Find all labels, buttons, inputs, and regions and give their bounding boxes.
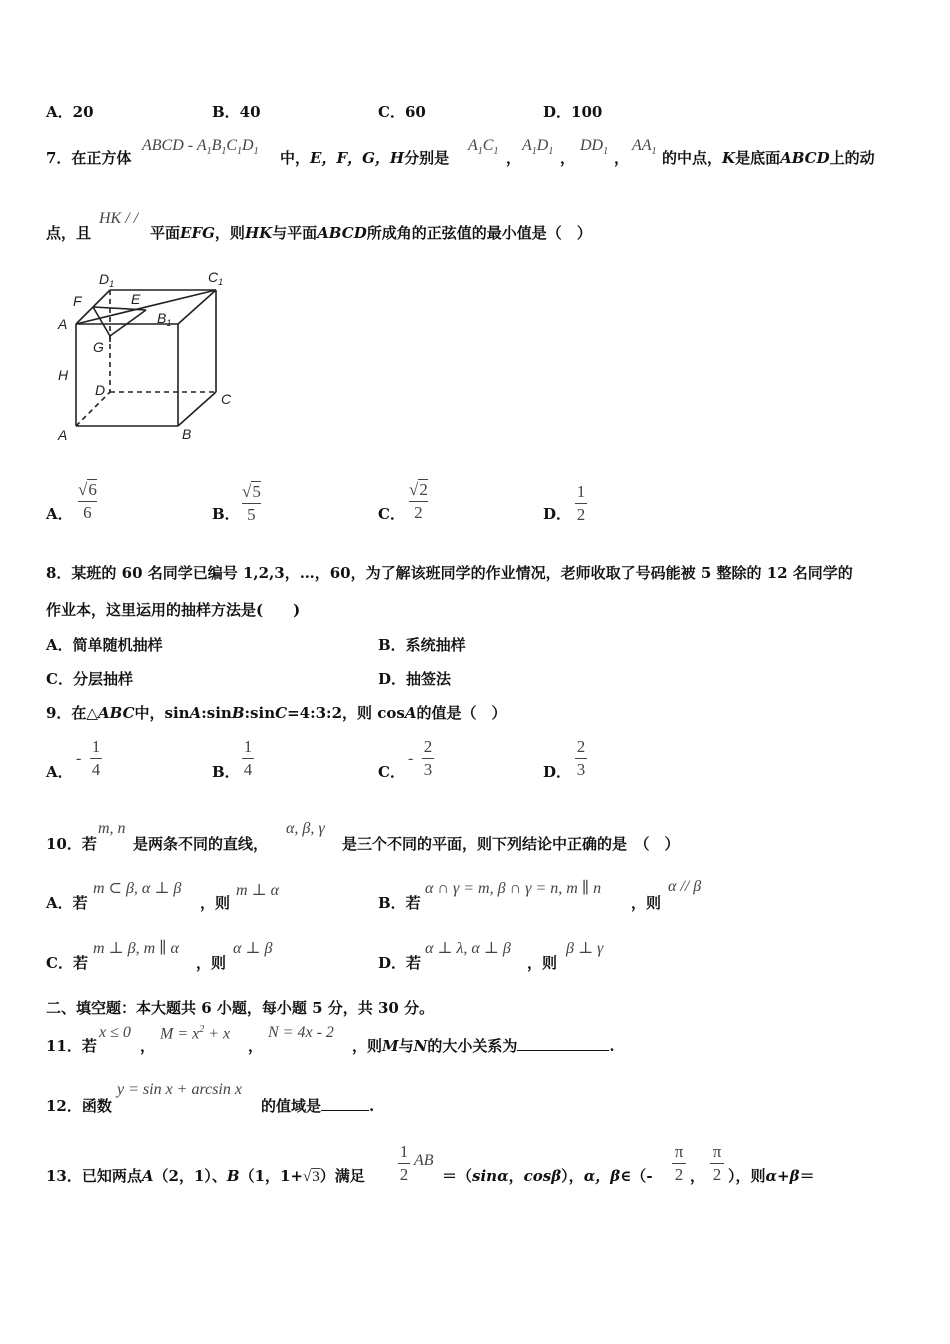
q6-option-c: C．60 bbox=[378, 103, 426, 121]
q7-option-b-value: √5 5 bbox=[242, 482, 261, 524]
q7-hk-parallel: HK / / bbox=[99, 210, 139, 227]
q10-option-d-cond: α ⊥ λ, α ⊥ β bbox=[425, 940, 511, 957]
q7-comma-3: ， bbox=[614, 149, 630, 167]
q7-line2-a: 点，且 bbox=[46, 224, 92, 242]
q11-n-expr: N = 4x - 2 bbox=[268, 1024, 334, 1041]
label-h: H bbox=[58, 367, 69, 383]
q13-stem-1: 13．已知两点A（2，1）、B（1，1+√3）满足 bbox=[46, 1167, 365, 1185]
section-heading: 二、填空题：本大题共 6 小题，每小题 5 分，共 30 分。 bbox=[46, 999, 435, 1017]
q8-stem-line2: 作业本，这里运用的抽样方法是( ) bbox=[46, 601, 301, 619]
label-c1: $C_1$ bbox=[208, 269, 224, 287]
q7-option-b-label: B． bbox=[212, 505, 240, 523]
q10-option-d-label: D．若 bbox=[378, 954, 422, 972]
q7-option-a-label: A． bbox=[46, 505, 73, 523]
label-d1: $D_1$ bbox=[99, 271, 115, 289]
q13-half: 1 2 bbox=[399, 1142, 409, 1184]
q10-option-a-cond: m ⊂ β, α ⊥ β bbox=[93, 880, 182, 897]
cube-figure bbox=[55, 268, 245, 448]
q8-option-c: C．分层抽样 bbox=[46, 670, 133, 688]
q7-number: 7．在正方体 bbox=[46, 149, 132, 167]
q7-comma-1: ， bbox=[506, 149, 522, 167]
q6-option-d: D．100 bbox=[543, 103, 603, 121]
q7-text-1: 中，E，F，G，H分别是 bbox=[280, 149, 450, 167]
label-b: B bbox=[182, 426, 192, 442]
q9-option-b-value: 1 4 bbox=[243, 737, 253, 779]
q10-abg: α, β, γ bbox=[286, 820, 325, 837]
q9-option-d-value: 2 3 bbox=[576, 737, 586, 779]
label-a: A bbox=[58, 427, 68, 443]
q12-text: 的值域是 . bbox=[261, 1097, 375, 1115]
label-f: F bbox=[73, 293, 82, 309]
q9-option-b-label: B． bbox=[212, 763, 240, 781]
q9-option-d-label: D． bbox=[543, 763, 572, 781]
q10-option-c-cond: m ⊥ β, m ∥ α bbox=[93, 940, 179, 957]
label-a1: A bbox=[58, 316, 68, 332]
q8-option-b: B．系统抽样 bbox=[378, 636, 466, 654]
q13-vector-ab: AB bbox=[414, 1152, 434, 1169]
q10-option-b-label: B．若 bbox=[378, 894, 421, 912]
q8-stem-line1: 8．某班的 60 名同学已编号 1,2,3，…，60，为了解该班同学的作业情况，老师收取了号码能被 5 整除的 12 名同学的 bbox=[46, 564, 853, 582]
q10-option-d-then: ，则 bbox=[527, 954, 558, 972]
q9-option-a-label: A． bbox=[46, 763, 73, 781]
q10-option-b-result: α // β bbox=[668, 878, 702, 895]
q10-mn: m, n bbox=[98, 820, 126, 837]
q10-text-1: 是两条不同的直线， bbox=[133, 835, 269, 853]
q10-option-c-label: C．若 bbox=[46, 954, 88, 972]
q10-option-b-cond: α ∩ γ = m, β ∩ γ = n, m ∥ n bbox=[425, 880, 602, 897]
q12-answer-blank[interactable] bbox=[321, 1096, 369, 1111]
label-d: D bbox=[95, 382, 106, 398]
q11-m-expr: $M = x^2 + x$ bbox=[160, 1024, 231, 1043]
q13-stem-3: ），则α+β＝ bbox=[728, 1167, 815, 1185]
q7-cube-name: ABCD - $A_1B_1C_1D_1$ bbox=[142, 137, 259, 158]
q7-option-d-value: 1 2 bbox=[576, 482, 586, 524]
q7-option-a-value: √6 6 bbox=[78, 480, 97, 522]
q11-condition: x ≤ 0 bbox=[99, 1024, 131, 1041]
q13-comma: ， bbox=[690, 1167, 706, 1185]
q7-line2-b: 平面EFG，则HK与平面ABCD所成角的正弦值的最小值是（ ） bbox=[150, 224, 592, 242]
q10-option-c-result: α ⊥ β bbox=[233, 940, 273, 957]
q10-option-c-then: ，则 bbox=[196, 954, 227, 972]
q9-option-c-label: C． bbox=[378, 763, 405, 781]
q6-option-a: A．20 bbox=[46, 103, 94, 121]
q10-text-2: 是三个不同的平面，则下列结论中正确的是 （ ） bbox=[342, 835, 680, 853]
q7-option-d-label: D． bbox=[543, 505, 572, 523]
q10-option-b-then: ，则 bbox=[631, 894, 662, 912]
label-g: G bbox=[93, 339, 104, 355]
q7-option-c-value: √2 2 bbox=[409, 480, 428, 522]
label-c: C bbox=[221, 391, 232, 407]
q11-prefix: 11．若 bbox=[46, 1037, 97, 1055]
q6-option-b: B．40 bbox=[212, 103, 261, 121]
q7-seg-2: $A_1D_1$ bbox=[522, 137, 554, 158]
q13-pi-over-2-a: π 2 bbox=[672, 1142, 686, 1185]
q10-option-a-label: A．若 bbox=[46, 894, 88, 912]
q8-option-a: A．简单随机抽样 bbox=[46, 636, 163, 654]
q7-comma-2: ， bbox=[560, 149, 576, 167]
q8-option-d: D．抽签法 bbox=[378, 670, 452, 688]
q12-prefix: 12．函数 bbox=[46, 1097, 112, 1115]
q7-seg-3: $DD_1$ bbox=[580, 137, 609, 158]
label-e: E bbox=[131, 291, 141, 307]
q9-option-c-value: 2 3 bbox=[423, 737, 433, 779]
q9-option-a-sign: - bbox=[76, 750, 82, 767]
q7-option-c-label: C． bbox=[378, 505, 405, 523]
q7-seg-1: $A_1C_1$ bbox=[468, 137, 499, 158]
label-b1: $B_1$ bbox=[157, 310, 172, 328]
q11-answer-blank[interactable] bbox=[517, 1036, 609, 1051]
q11-text: ，则M与N的大小关系为 . bbox=[352, 1037, 615, 1055]
q13-pi-over-2-b: π 2 bbox=[710, 1142, 724, 1185]
q7-text-2: 的中点，K是底面ABCD上的动 bbox=[662, 149, 875, 167]
q9-stem: 9．在△ABC中，sinA:sinB:sinC=4:3:2，则 cosA的值是（ ） bbox=[46, 704, 507, 722]
q10-option-a-result: m ⊥ α bbox=[236, 882, 279, 899]
q13-stem-2: ＝（sinα，cosβ），α，β∈（- bbox=[442, 1167, 653, 1185]
q11-comma-2: ， bbox=[248, 1037, 264, 1055]
q12-function: y = sin x + arcsin x bbox=[117, 1081, 242, 1098]
q10-prefix: 10．若 bbox=[46, 835, 97, 853]
q9-option-a-value: 1 4 bbox=[91, 737, 101, 779]
q10-option-d-result: β ⊥ γ bbox=[566, 940, 604, 957]
q11-comma-1: ， bbox=[140, 1037, 156, 1055]
q10-option-a-then: ，则 bbox=[200, 894, 231, 912]
q9-option-c-sign: - bbox=[408, 750, 414, 767]
q7-seg-4: $AA_1$ bbox=[632, 137, 657, 158]
